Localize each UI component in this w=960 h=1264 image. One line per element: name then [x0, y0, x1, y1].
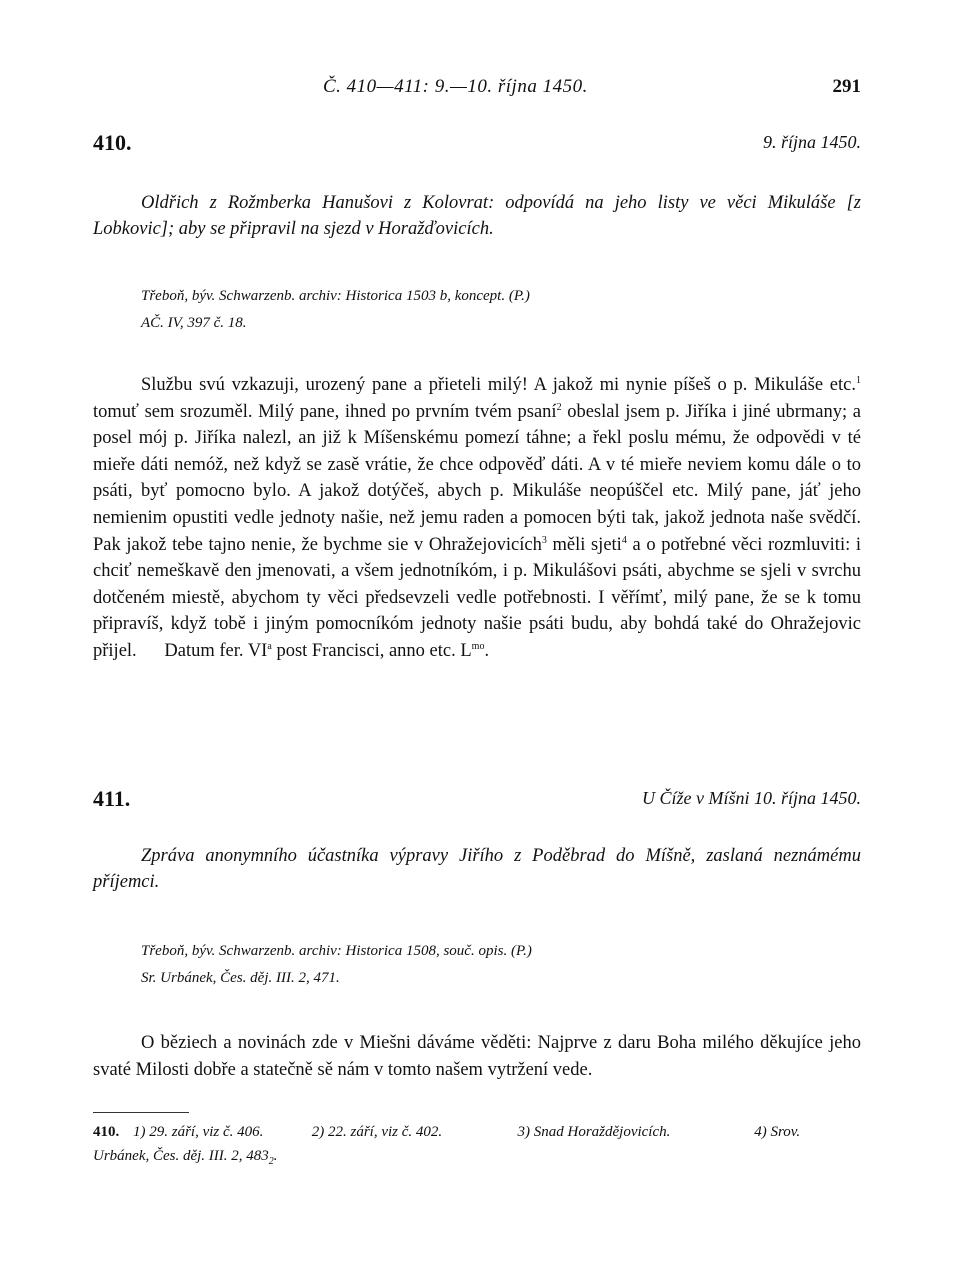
- footnote-continuation: Urbánek, Čes. děj. III. 2, 483: [93, 1148, 269, 1164]
- footnote-item: 2) 22. září, viz č. 402.: [311, 1124, 443, 1140]
- footnote-item: 1) 29. září, viz č. 406.: [133, 1124, 264, 1140]
- entry-date: 9. října 1450.: [762, 132, 861, 152]
- entry-411-regest: Zpráva anonymního účastníka výpravy Jiřího z Poděbrad do Míšně, zaslaná neznámému příjemci.: [93, 846, 861, 892]
- footnote-line: [93, 1120, 861, 1144]
- entry-date: U Číže v Míšni 10. října 1450.: [642, 788, 861, 808]
- running-head-title: Č. 410—411: 9.—10. října 1450.: [323, 76, 588, 97]
- superscript: a: [267, 640, 272, 652]
- entry-number: 410.: [93, 130, 132, 155]
- text-segment: obeslal jsem p. Jiříka i jiné ubrmany; a posel mój p. Jiříka nalezl, an již k Míšenskému pomezí táhne; a řekl poslu mému, že odpovědi v té mieře dáti nemóž, než když se zasě vrátie, že chce odpověď dáti. A v té mieře neviem komu dále o to psáti, byť pomocno bylo. A jakož dotýčeš, abych p. Mikuláše neopúščel etc. Milý pane, jáť jeho nemienim opustiti vedle jednoty našie, než jemu raden a pomocen býti tak, jakož jednota naše svědčí. Pak jakož tebe tajno nenie, že bychme sie v Ohražejovicích: [93, 401, 862, 555]
- footnotes: [93, 1120, 861, 1174]
- text-segment: tomuť sem srozuměl. Milý pane, ihned po prvním tvém psaní: [93, 401, 557, 422]
- footnote-continuation-end: .: [273, 1148, 278, 1164]
- text-segment: měli sjeti: [546, 534, 622, 555]
- entry-411-sources: [141, 938, 861, 992]
- running-head: [93, 76, 861, 102]
- entry-411-text: O běziech a novinách zde v Miešni dáváme věděti: Najprve z daru Boha milého děkujíce jeho svaté Milosti dobře a statečně sě nám v tomto našem vytržení vede.: [93, 1033, 861, 1080]
- source-line: Sr. Urbánek, Čes. děj. III. 2, 471.: [141, 970, 340, 986]
- dating-clause: Datum fer. VI: [136, 640, 268, 661]
- text-segment: post Francisci, anno etc. L: [271, 640, 472, 661]
- footnote-ref: 1: [856, 374, 861, 386]
- footnote-line: [93, 1144, 861, 1174]
- entry-410-text: [93, 372, 861, 665]
- superscript: mo: [471, 640, 485, 652]
- entry-410-header: [93, 130, 861, 158]
- text-segment: .: [484, 640, 490, 661]
- footnote-entry-label: 410.: [93, 1124, 120, 1140]
- footnote-ref: 3: [541, 534, 547, 546]
- source-line: Třeboň, býv. Schwarzenb. archiv: Historica 1503 b, koncept. (P.): [141, 288, 530, 304]
- footnote-ref: 2: [556, 401, 562, 413]
- entry-410-regest: Oldřich z Rožmberka Hanušovi z Kolovrat: odpovídá na jeho listy ve věci Mikuláše [z Lobkovic]; aby se připravil na sjezd v Horažďovicích.: [93, 193, 861, 239]
- page-number: 291: [832, 76, 861, 97]
- footnote-item: 4) Srov.: [754, 1124, 801, 1140]
- text-segment: Službu svú vzkazuji, urozený pane a přieteli milý! A jakož mi nynie píšeš o p. Mikuláše etc.: [141, 375, 856, 395]
- source-line: Třeboň, býv. Schwarzenb. archiv: Historica 1508, souč. opis. (P.): [141, 943, 532, 959]
- entry-number: 411.: [93, 786, 131, 811]
- footnote-subscript: 2: [268, 1156, 274, 1167]
- footnote-ref: 4: [621, 534, 627, 546]
- text-segment: a o potřebné věci rozmluviti: i chciť nemeškavě den jmenovati, a všem jednotníkóm, i p. Mikulášovi psáti, abychme se sjeli v svrchu dotčeném miestě, abychom ty věci předsevzeli vedle potřebnosti. I věřímť, milý pane, že se k tomu připravíš, když tobě i jiným pomocníkóm jednoty našie psáti budu, aby bohdá také do Ohražejovic přijel.: [93, 534, 861, 661]
- entry-411-header: [93, 786, 861, 814]
- entry-410-sources: [141, 283, 861, 337]
- footnote-divider: [93, 1112, 189, 1113]
- footnote-item: 3) Snad Horaždějovicích.: [517, 1124, 671, 1140]
- source-line: AČ. IV, 397 č. 18.: [141, 315, 247, 331]
